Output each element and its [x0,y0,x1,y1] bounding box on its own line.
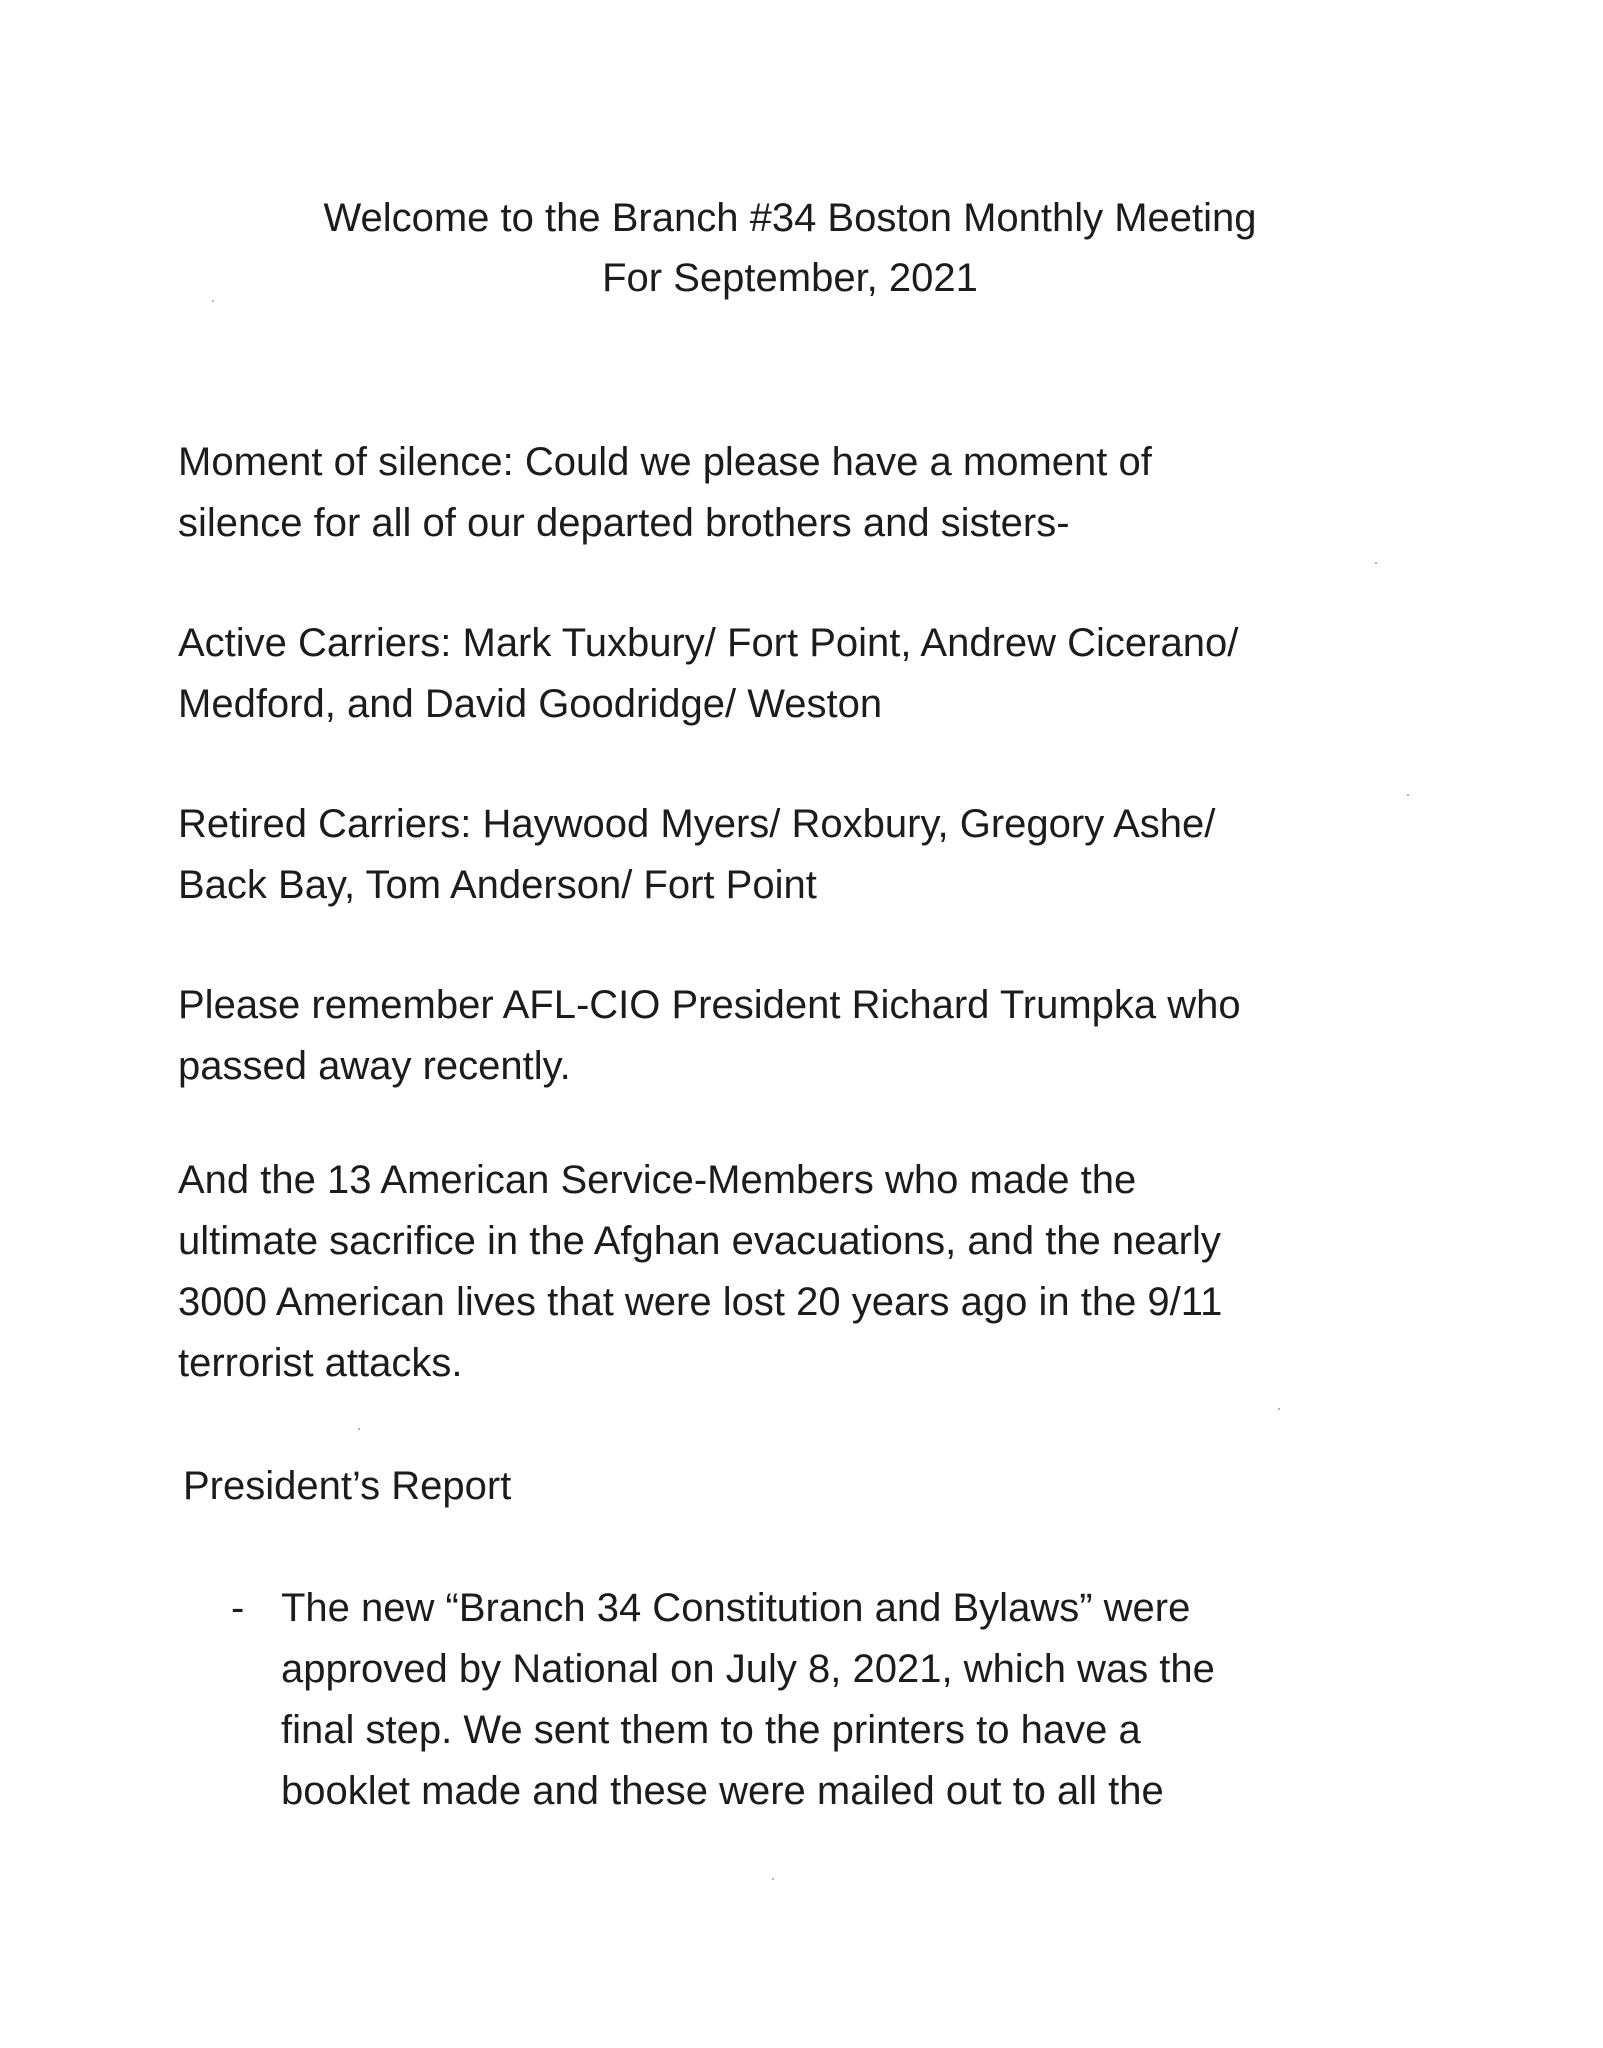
paragraph-line: 3000 American lives that were lost 20 years ago in the 9/11 [178,1280,1223,1324]
moment-of-silence-paragraph [178,432,1438,554]
paragraph-line: Retired Carriers: Haywood Myers/ Roxbury, Gregory Ashe/ [178,802,1216,846]
paragraph-line: silence for all of our departed brothers and sisters- [178,501,1070,545]
scan-speck [1407,794,1409,796]
title-line-1: Welcome to the Branch #34 Boston Monthly Meeting [323,196,1257,240]
trumpka-remembrance-paragraph [178,975,1438,1097]
paragraph-line: Active Carriers: Mark Tuxbury/ Fort Point, Andrew Cicerano/ [178,621,1239,665]
bullet-text [281,1578,1215,1822]
bullet-dash: - [231,1586,245,1630]
section-heading: President’s Report [183,1464,512,1508]
scan-speck [1278,1408,1280,1410]
bullet-line: The new “Branch 34 Constitution and Bylaws” were [281,1586,1191,1630]
bullet-line: booklet made and these were mailed out to all the [281,1769,1164,1813]
service-members-paragraph [178,1150,1438,1394]
presidents-report-heading [183,1456,1443,1517]
title-line-2: For September, 2021 [602,256,978,300]
paragraph-line: And the 13 American Service-Members who made the [178,1158,1137,1202]
scan-speck [772,1878,774,1880]
bullet-line: approved by National on July 8, 2021, which was the [281,1647,1215,1691]
paragraph-line: Back Bay, Tom Anderson/ Fort Point [178,863,817,907]
scan-speck [1375,562,1377,564]
scan-speck [358,1428,360,1430]
retired-carriers-paragraph [178,794,1438,916]
bullet-line: final step. We sent them to the printers to have a [281,1708,1141,1752]
paragraph-line: Moment of silence: Could we please have a moment of [178,440,1152,484]
scan-speck [212,300,214,302]
paragraph-line: terrorist attacks. [178,1341,463,1385]
document-title [180,188,1400,308]
active-carriers-paragraph [178,613,1438,735]
paragraph-line: passed away recently. [178,1044,571,1088]
paragraph-line: Medford, and David Goodridge/ Weston [178,682,883,726]
paragraph-line: ultimate sacrifice in the Afghan evacuations, and the nearly [178,1219,1221,1263]
paragraph-line: Please remember AFL-CIO President Richard Trumpka who [178,983,1241,1027]
